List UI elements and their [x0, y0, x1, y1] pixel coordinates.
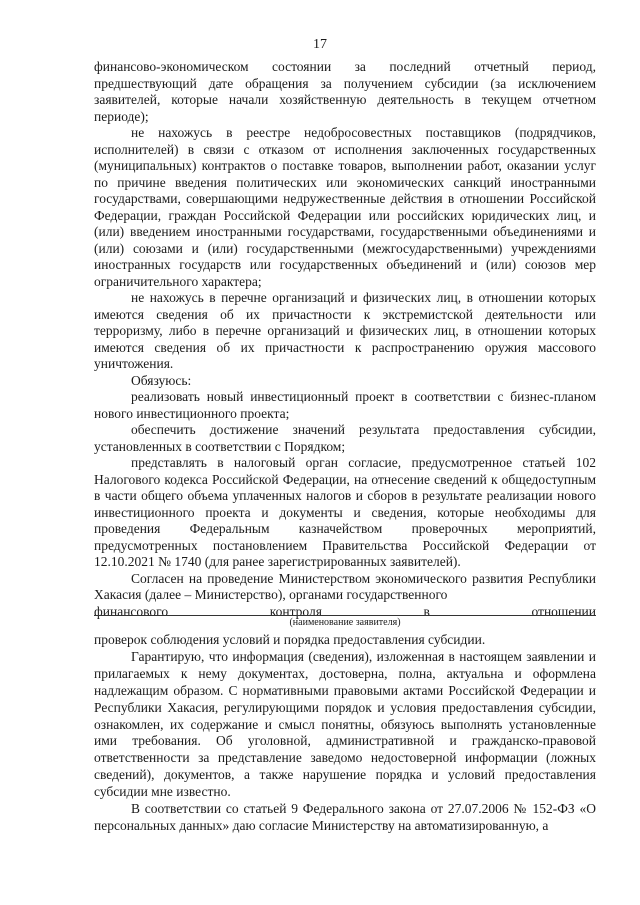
body-text-lower [94, 632, 596, 835]
word: контроля [269, 603, 322, 619]
paragraph: финансово-экономическом состоянии за последний отчетный период, предшествующий дате обращения за получением субсидии (за исключением заявителей, которые начали хозяйственную деятельность в текущем отчетном периоде); [94, 59, 596, 124]
paragraph: представлять в налоговый орган согласие, предусмотренное статьей 102 Налогового кодекса Российской Федерации, на отнесение сведений к общедоступным в части общего объема уплаченных налогов и сборов в результате реализации нового инвестиционного проекта и документы и сведения, которые необходимы для проведения Федеральным казначейством проверочных мероприятий, предусмотренных постановлением Правительства Российской Федерации от 12.10.2021 № 1740 (для ранее зарегистрированных заявителей). [94, 455, 596, 569]
page-number: 17 [313, 37, 327, 52]
applicant-name-caption: (наименование заявителя) [289, 617, 401, 628]
paragraph: не нахожусь в реестре недобросовестных поставщиков (подрядчиков, исполнителей) в связи с отказом от исполнения заключенных государственных (муниципальных) контрактов о поставке товаров, выполнении работ, оказании услуг по причине введения политических или экономических санкций иностранными государствами, совершающими недружественные действия в отношении Российской Федерации, граждан Российской Федерации или российских юридических лиц, и (или) введением иностранными государствами, государственными объединениями и (или) союзами и (или) государственными (межгосударственными) учреждениями иностранных государств или государственных объединений и (или) союзов мер ограничительного характера; [94, 125, 596, 289]
paragraph: Гарантирую, что информация (сведения), изложенная в настоящем заявлении и прилагаемых к нему документах, достоверна, полна, актуальна и оформлена надлежащим образом. С нормативными правовыми актами Российской Федерации и Республики Хакасия, регулирующими порядок и условия предоставления субсидии, ознакомлен, их содержание и смысл понятны, обязуюсь выполнять установленные ими требования. Об уголовной, административной и гражданско-правовой ответственности за представление заведомо недостоверной информации (ложных сведений), документов, а также нарушение порядка и условий предоставления субсидии мне известно. [94, 648, 596, 800]
paragraph: не нахожусь в перечне организаций и физических лиц, в отношении которых имеются сведения об их причастности к экстремистской деятельности или терроризму, либо в перечне организаций и физических лиц, в отношении которых имеются сведения об их причастности к распространению оружия массового уничтожения. [94, 290, 596, 371]
word: финансового [94, 603, 169, 619]
paragraph: обеспечить достижение значений результата предоставления субсидии, установленных в соответствии с Порядком; [94, 422, 596, 454]
paragraph: В соответствии со статьей 9 Федерального закона от 27.07.2006 № 152-ФЗ «О персональных данных» даю согласие Министерству на автоматизированную, а [94, 801, 596, 833]
paragraph: Обязуюсь: [131, 372, 192, 388]
paragraph: Согласен на проведение Министерством экономического развития Республики Хакасия (далее – Министерство), органами государственного [94, 570, 596, 602]
paragraph: проверок соблюдения условий и порядка предоставления субсидии. [94, 632, 486, 647]
applicant-name-line [94, 615, 596, 616]
body-text-upper [94, 59, 596, 620]
word: отношении [531, 603, 596, 619]
paragraph: реализовать новый инвестиционный проект в соответствии с бизнес-планом нового инвестиционного проекта; [94, 389, 596, 421]
word: в [423, 603, 430, 619]
